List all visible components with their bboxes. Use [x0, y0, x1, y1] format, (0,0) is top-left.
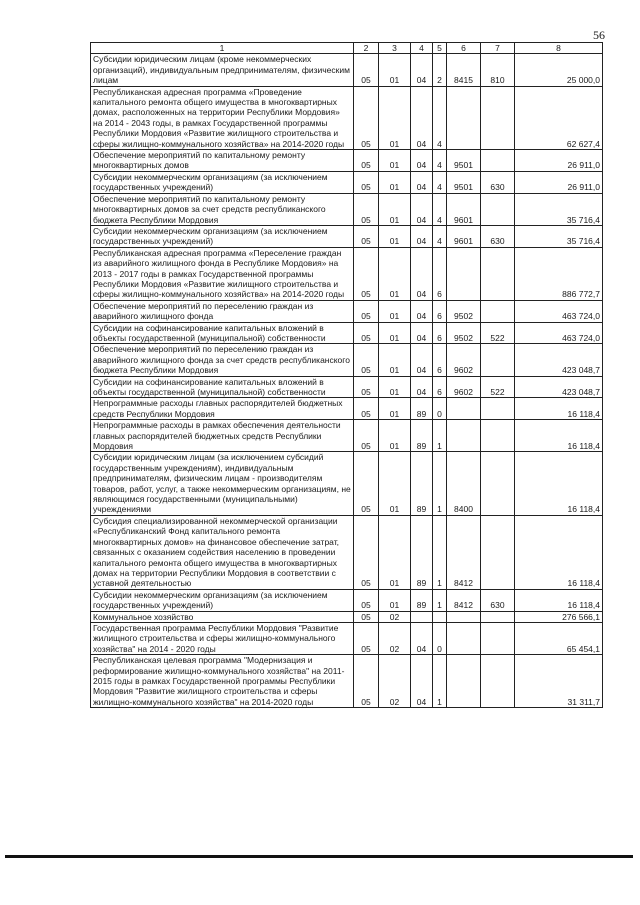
subsection-code-cell: 01 — [379, 589, 411, 611]
amount-cell: 16 118,4 — [515, 589, 603, 611]
subsection-code-cell: 01 — [379, 322, 411, 344]
program-code-cell: 04 — [411, 193, 433, 225]
table-row — [91, 420, 603, 452]
subprogram-code-cell: 0 — [433, 398, 447, 420]
subsection-code-cell: 01 — [379, 171, 411, 193]
expense-type-cell — [481, 622, 515, 654]
subprogram-code-cell: 1 — [433, 515, 447, 589]
page-number: 56 — [593, 28, 605, 42]
table-header-row — [91, 43, 603, 54]
subsection-code-cell: 02 — [379, 611, 411, 622]
section-code-cell: 05 — [354, 376, 379, 398]
subprogram-code-cell: 4 — [433, 171, 447, 193]
expense-type-cell — [481, 655, 515, 708]
amount-cell: 463 724,0 — [515, 322, 603, 344]
amount-cell: 26 911,0 — [515, 171, 603, 193]
expense-type-cell — [481, 452, 515, 515]
subsection-code-cell: 01 — [379, 247, 411, 300]
amount-cell: 16 118,4 — [515, 515, 603, 589]
row-name-cell: Субсидии на софинансирование капитальных вложений в объекты государственной (муниципальной) собственности — [91, 322, 354, 344]
subsection-code-cell: 01 — [379, 515, 411, 589]
program-code-cell: 04 — [411, 86, 433, 149]
section-code-cell: 05 — [354, 193, 379, 225]
program-code-cell: 04 — [411, 150, 433, 172]
target-code-cell — [447, 420, 481, 452]
subprogram-code-cell: 6 — [433, 247, 447, 300]
subprogram-code-cell: 1 — [433, 452, 447, 515]
table-row — [91, 300, 603, 322]
expense-type-cell: 630 — [481, 171, 515, 193]
target-code-cell: 9502 — [447, 322, 481, 344]
section-code-cell: 05 — [354, 420, 379, 452]
table-body — [91, 54, 603, 708]
amount-cell: 276 566,1 — [515, 611, 603, 622]
table-row — [91, 589, 603, 611]
amount-cell: 423 048,7 — [515, 376, 603, 398]
section-code-cell: 05 — [354, 398, 379, 420]
row-name-cell: Республиканская целевая программа "Модернизация и реформирование жилищно-коммунального хозяйства" на 2011-2015 годы в рамках Государственной программы Республики Мордовия "Развитие жилищного строительства и сферы жилищно-коммунального хозяйства" на 2014-2020 годы — [91, 655, 354, 708]
program-code-cell: 89 — [411, 452, 433, 515]
row-name-cell: Непрограммные расходы главных распорядителей бюджетных средств Республики Мордовия — [91, 398, 354, 420]
amount-cell: 423 048,7 — [515, 344, 603, 376]
row-name-cell: Обеспечение мероприятий по капитальному ремонту многоквартирных домов за счет средств республиканского бюджета Республики Мордовия — [91, 193, 354, 225]
subprogram-code-cell: 4 — [433, 86, 447, 149]
target-code-cell: 9501 — [447, 171, 481, 193]
row-name-cell: Субсидии некоммерческим организациям (за исключением государственных учреждений) — [91, 171, 354, 193]
target-code-cell: 9602 — [447, 344, 481, 376]
program-code-cell: 04 — [411, 54, 433, 86]
header-cell: 5 — [433, 43, 447, 54]
section-code-cell: 05 — [354, 589, 379, 611]
target-code-cell — [447, 622, 481, 654]
subsection-code-cell: 01 — [379, 86, 411, 149]
subsection-code-cell: 02 — [379, 655, 411, 708]
target-code-cell: 9501 — [447, 150, 481, 172]
subsection-code-cell: 01 — [379, 225, 411, 247]
program-code-cell: 04 — [411, 171, 433, 193]
expense-type-cell — [481, 344, 515, 376]
header-cell: 7 — [481, 43, 515, 54]
target-code-cell: 9601 — [447, 193, 481, 225]
section-code-cell: 05 — [354, 54, 379, 86]
amount-cell: 65 454,1 — [515, 622, 603, 654]
header-cell: 8 — [515, 43, 603, 54]
expense-type-cell: 810 — [481, 54, 515, 86]
row-name-cell: Субсидии на софинансирование капитальных вложений в объекты государственной (муниципальной) собственности — [91, 376, 354, 398]
program-code-cell: 89 — [411, 589, 433, 611]
section-code-cell: 05 — [354, 300, 379, 322]
header-cell: 4 — [411, 43, 433, 54]
row-name-cell: Субсидии юридическим лицам (за исключением субсидий государственным учреждениям), индивидуальным предпринимателям, физическим лицам - производителям товаров, работ, услуг, а также некоммерческим организациям, не являющимся государственными (муниципальными) учреждениями — [91, 452, 354, 515]
amount-cell: 463 724,0 — [515, 300, 603, 322]
target-code-cell: 9602 — [447, 376, 481, 398]
subsection-code-cell: 01 — [379, 193, 411, 225]
row-name-cell: Обеспечение мероприятий по капитальному ремонту многоквартирных домов — [91, 150, 354, 172]
amount-cell: 886 772,7 — [515, 247, 603, 300]
table-row — [91, 376, 603, 398]
subsection-code-cell: 01 — [379, 376, 411, 398]
amount-cell: 16 118,4 — [515, 420, 603, 452]
program-code-cell: 89 — [411, 420, 433, 452]
amount-cell: 35 716,4 — [515, 193, 603, 225]
target-code-cell — [447, 86, 481, 149]
row-name-cell: Республиканская адресная программа «Переселение граждан из аварийного жилищного фонда в Республике Мордовия» на 2013 - 2017 годы в рамках Государственной программы Республики Мордовия «Развитие жилищного строительства и сферы жилищно-коммунального хозяйства» на 2014-2020 годы — [91, 247, 354, 300]
subprogram-code-cell: 6 — [433, 322, 447, 344]
row-name-cell: Республиканская адресная программа «Проведение капитального ремонта общего имущества в многоквартирных домах, расположенных на территории Республики Мордовия» на 2014 - 2043 годы, в рамках Государственной программы Республики Мордовия «Развитие жилищного строительства и сферы жилищно-коммунального хозяйства» на 2014-2020 годы — [91, 86, 354, 149]
subprogram-code-cell: 6 — [433, 344, 447, 376]
row-name-cell: Коммунальное хозяйство — [91, 611, 354, 622]
subprogram-code-cell — [433, 611, 447, 622]
subsection-code-cell: 01 — [379, 398, 411, 420]
target-code-cell: 9601 — [447, 225, 481, 247]
subprogram-code-cell: 4 — [433, 150, 447, 172]
target-code-cell: 8415 — [447, 54, 481, 86]
expense-type-cell: 522 — [481, 322, 515, 344]
row-name-cell: Субсидии некоммерческим организациям (за исключением государственных учреждений) — [91, 589, 354, 611]
amount-cell: 16 118,4 — [515, 452, 603, 515]
expense-type-cell: 522 — [481, 376, 515, 398]
program-code-cell: 04 — [411, 322, 433, 344]
table-row — [91, 86, 603, 149]
subsection-code-cell: 01 — [379, 150, 411, 172]
table-row — [91, 54, 603, 86]
table-row — [91, 171, 603, 193]
subsection-code-cell: 01 — [379, 54, 411, 86]
subprogram-code-cell: 6 — [433, 376, 447, 398]
amount-cell: 62 627,4 — [515, 86, 603, 149]
subsection-code-cell: 01 — [379, 420, 411, 452]
amount-cell: 35 716,4 — [515, 225, 603, 247]
program-code-cell: 89 — [411, 515, 433, 589]
budget-table — [90, 42, 603, 708]
program-code-cell: 04 — [411, 622, 433, 654]
target-code-cell — [447, 247, 481, 300]
target-code-cell: 8412 — [447, 515, 481, 589]
section-code-cell: 05 — [354, 247, 379, 300]
section-code-cell: 05 — [354, 611, 379, 622]
header-cell: 3 — [379, 43, 411, 54]
section-code-cell: 05 — [354, 515, 379, 589]
table-row — [91, 247, 603, 300]
expense-type-cell: 630 — [481, 225, 515, 247]
target-code-cell — [447, 655, 481, 708]
section-code-cell: 05 — [354, 171, 379, 193]
subprogram-code-cell: 0 — [433, 622, 447, 654]
section-code-cell: 05 — [354, 150, 379, 172]
target-code-cell: 8412 — [447, 589, 481, 611]
table-row — [91, 622, 603, 654]
program-code-cell: 04 — [411, 225, 433, 247]
table-row — [91, 150, 603, 172]
expense-type-cell — [481, 515, 515, 589]
target-code-cell — [447, 398, 481, 420]
expense-type-cell — [481, 420, 515, 452]
program-code-cell: 04 — [411, 655, 433, 708]
section-code-cell: 05 — [354, 344, 379, 376]
target-code-cell: 8400 — [447, 452, 481, 515]
row-name-cell: Субсидия специализированной некоммерческой организации «Республиканский Фонд капитального ремонта многоквартирных домов» на финансовое обеспечение затрат, связанных с оказанием содействия населению в проведении капитального ремонта общего имущества в многоквартирных домах на территории Республики Мордовия в соответствии с уставной деятельностью — [91, 515, 354, 589]
program-code-cell: 04 — [411, 300, 433, 322]
expense-type-cell — [481, 611, 515, 622]
row-name-cell: Непрограммные расходы в рамках обеспечения деятельности главных распорядителей бюджетных средств Республики Мордовия — [91, 420, 354, 452]
table-row — [91, 655, 603, 708]
program-code-cell: 89 — [411, 398, 433, 420]
table-row — [91, 398, 603, 420]
expense-type-cell — [481, 300, 515, 322]
subsection-code-cell: 01 — [379, 300, 411, 322]
amount-cell: 25 000,0 — [515, 54, 603, 86]
row-name-cell: Обеспечение мероприятий по переселению граждан из аварийного жилищного фонда — [91, 300, 354, 322]
subsection-code-cell: 02 — [379, 622, 411, 654]
subprogram-code-cell: 4 — [433, 225, 447, 247]
subsection-code-cell: 01 — [379, 344, 411, 376]
subprogram-code-cell: 1 — [433, 589, 447, 611]
expense-type-cell — [481, 398, 515, 420]
amount-cell: 16 118,4 — [515, 398, 603, 420]
section-code-cell: 05 — [354, 622, 379, 654]
expense-type-cell — [481, 86, 515, 149]
table-row — [91, 611, 603, 622]
row-name-cell: Обеспечение мероприятий по переселению граждан из аварийного жилищного фонда за счет средств республиканского бюджета Республики Мордовия — [91, 344, 354, 376]
subprogram-code-cell: 1 — [433, 655, 447, 708]
section-code-cell: 05 — [354, 655, 379, 708]
subsection-code-cell: 01 — [379, 452, 411, 515]
expense-type-cell — [481, 150, 515, 172]
header-cell: 6 — [447, 43, 481, 54]
section-code-cell: 05 — [354, 322, 379, 344]
program-code-cell: 04 — [411, 376, 433, 398]
table-row — [91, 322, 603, 344]
header-cell: 1 — [91, 43, 354, 54]
row-name-cell: Субсидии юридическим лицам (кроме некоммерческих организаций), индивидуальным предпринимателям, физическим лицам — [91, 54, 354, 86]
table-row — [91, 452, 603, 515]
header-cell: 2 — [354, 43, 379, 54]
table-row — [91, 225, 603, 247]
subprogram-code-cell: 4 — [433, 193, 447, 225]
subprogram-code-cell: 6 — [433, 300, 447, 322]
row-name-cell: Государственная программа Республики Мордовия "Развитие жилищного строительства и сферы жилищно-коммунального хозяйства" на 2014 - 2020 годы — [91, 622, 354, 654]
program-code-cell: 04 — [411, 247, 433, 300]
subprogram-code-cell: 2 — [433, 54, 447, 86]
amount-cell: 26 911,0 — [515, 150, 603, 172]
row-name-cell: Субсидии некоммерческим организациям (за исключением государственных учреждений) — [91, 225, 354, 247]
program-code-cell: 04 — [411, 344, 433, 376]
section-code-cell: 05 — [354, 225, 379, 247]
table-row — [91, 193, 603, 225]
section-code-cell: 05 — [354, 86, 379, 149]
table-row — [91, 515, 603, 589]
section-code-cell: 05 — [354, 452, 379, 515]
amount-cell: 31 311,7 — [515, 655, 603, 708]
expense-type-cell — [481, 193, 515, 225]
target-code-cell — [447, 611, 481, 622]
expense-type-cell — [481, 247, 515, 300]
subprogram-code-cell: 1 — [433, 420, 447, 452]
target-code-cell: 9502 — [447, 300, 481, 322]
expense-type-cell: 630 — [481, 589, 515, 611]
program-code-cell — [411, 611, 433, 622]
page-bottom-rule — [5, 855, 633, 858]
table-row — [91, 344, 603, 376]
